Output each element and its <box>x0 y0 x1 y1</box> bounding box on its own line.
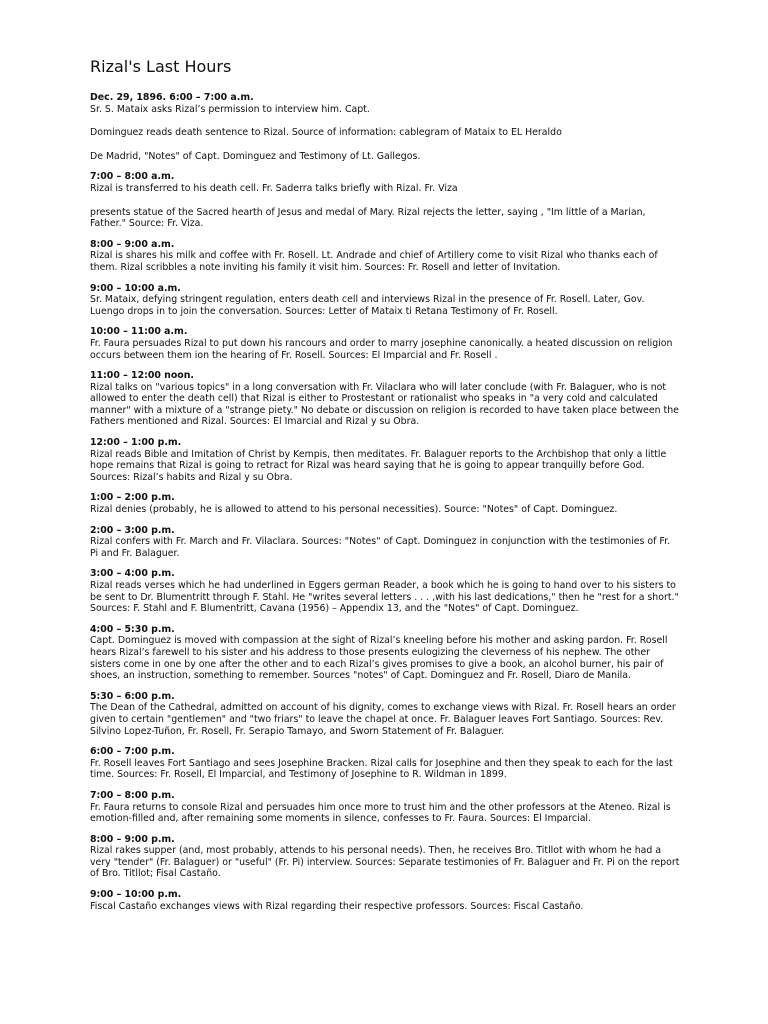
timeline-entry <box>90 326 680 361</box>
timeline-entry <box>90 437 680 483</box>
entry-paragraph: Sr. S. Mataix asks Rizal’s permission to interview him. Capt. <box>90 103 370 115</box>
timeline-entry <box>90 283 680 318</box>
entry-paragraph: Fiscal Castaño exchanges views with Rizal regarding their respective professors. Sources: Fiscal Castaño. <box>90 900 584 912</box>
timeline-entry <box>90 370 680 428</box>
entry-time-heading: 9:00 – 10:00 p.m. <box>90 889 182 901</box>
entry-paragraph: Sr. Mataix, defying stringent regulation, enters death cell and interviews Rizal in the presence of Fr. Rosell. Later, Gov. Luengo drops in to join the conversation. Sources: Letter of Mataix ti Retana Testimony of Fr. Rosell. <box>90 294 645 317</box>
entry-paragraph: Rizal confers with Fr. March and Fr. Vilaclara. Sources: "Notes" of Capt. Dominguez in conjunction with the testimonies of Fr. Pi and Fr. Balaguer. <box>90 536 671 559</box>
timeline-entry <box>90 889 680 912</box>
entry-paragraph: Rizal is transferred to his death cell. Fr. Saderra talks briefly with Rizal. Fr. Viza <box>90 182 458 194</box>
entry-paragraph: presents statue of the Sacred hearth of Jesus and medal of Mary. Rizal rejects the letter, saying , "Im little of a Marian, Father." Source: Fr. Viza. <box>90 206 646 230</box>
document-title: Rizal's Last Hours <box>90 57 232 76</box>
entry-paragraph: Fr. Faura returns to console Rizal and persuades him once more to trust him and the other professors at the Ateneo. Rizal is emotion-filled and, after remaining some moments in silence, confesses to Fr. Faura. Sources: El Imparcial. <box>90 801 671 825</box>
timeline-entry <box>90 492 680 515</box>
entry-time-heading: 8:00 – 9:00 a.m. <box>90 238 175 250</box>
entry-time-heading: 4:00 – 5:30 p.m. <box>90 623 175 635</box>
entry-time-heading: 12:00 – 1:00 p.m. <box>90 437 182 449</box>
entry-time-heading: 8:00 – 9:00 p.m. <box>90 833 175 845</box>
entry-time-heading: 9:00 – 10:00 a.m. <box>90 282 181 294</box>
entry-paragraph: Capt. Dominguez is moved with compassion at the sight of Rizal’s kneeling before his mother and asking pardon. Fr. Rosell hears Rizal’s farewell to his sister and his address to those presents eulogizing the cleverness of his nephew. The other sisters come in one by one after the other and to each Rizal’s gives promises to give a book, an alcohol burner, his pair of shoes, an instruction, something to remember. Sources "notes" of Capt. Dominguez and Fr. Rosell, Diaro de Manila. <box>90 635 668 682</box>
timeline-entry <box>90 624 680 682</box>
document-page <box>90 56 680 921</box>
entry-paragraph: Rizal is shares his milk and coffee with Fr. Rosell. Lt. Andrade and chief of Artillery come to visit Rizal who thanks each of them. Rizal scribbles a note inviting his family it visit him. Sources: Fr. Rosell and letter of Invitation. <box>90 250 658 273</box>
timeline-entry <box>90 92 680 162</box>
timeline-entry <box>90 746 680 781</box>
entry-time-heading: 11:00 – 12:00 noon. <box>90 370 194 382</box>
entry-paragraph: Rizal rakes supper (and, most probably, attends to his personal needs). Then, he receives Bro. Titllot with whom he had a very "tender" (Fr. Balaguer) or "useful" (Fr. Pi) interview. Sources: Separate testimonies of Fr. Balaguer and Fr. Pi on the report of Bro. Titllot; Fisal Castaño. <box>90 845 680 880</box>
entry-time-heading: 2:00 – 3:00 p.m. <box>90 524 175 536</box>
timeline-entry <box>90 790 680 825</box>
entry-paragraph: Dominguez reads death sentence to Rizal. Source of information: cablegram of Mataix to EL Heraldo <box>90 127 562 139</box>
entry-time-heading: 1:00 – 2:00 p.m. <box>90 492 175 504</box>
entry-paragraph: Fr. Faura persuades Rizal to put down his rancours and order to marry josephine canonically. a heated discussion on religion occurs between them ion the hearing of Fr. Rosell. Sources: El Imparcial and Fr. Rosell . <box>90 337 673 361</box>
timeline-entry <box>90 691 680 737</box>
timeline-entry <box>90 525 680 560</box>
timeline-entries <box>90 92 680 912</box>
entry-time-heading: 7:00 – 8:00 p.m. <box>90 789 175 801</box>
entry-time-heading: 10:00 – 11:00 a.m. <box>90 326 188 338</box>
entry-paragraph: De Madrid, "Notes" of Capt. Dominguez and Testimony of Lt. Gallegos. <box>90 150 421 162</box>
timeline-entry <box>90 834 680 880</box>
entry-paragraph: Rizal denies (probably, he is allowed to attend to his personal necessities). Source: "Notes" of Capt. Dominguez. <box>90 504 618 516</box>
timeline-entry <box>90 239 680 274</box>
entry-time-heading: 3:00 – 4:00 p.m. <box>90 568 175 580</box>
timeline-entry <box>90 171 680 229</box>
entry-paragraph: Rizal reads Bible and Imitation of Christ by Kempis, then meditates. Fr. Balaguer reports to the Archbishop that only a little hope remains that Rizal is going to retract for Rizal was heard saying that he is going to appear tranquilly before God. Sources: Rizal’s habits and Rizal y su Obra. <box>90 448 667 483</box>
entry-time-heading: 6:00 – 7:00 p.m. <box>90 746 175 758</box>
timeline-entry <box>90 568 680 614</box>
entry-paragraph: The Dean of the Cathedral, admitted on account of his dignity, comes to exchange views with Rizal. Fr. Rosell hears an order given to certain "gentlemen" and "two friars" to leave the chapel at once. Fr. Balaguer leaves Fort Santiago. Sources: Rev. Silvino Lopez-Tuñon, Fr. Rosell, Fr. Serapio Tamayo, and Sworn Statement of Fr. Balaguer. <box>90 702 676 737</box>
entry-time-heading: 5:30 – 6:00 p.m. <box>90 690 175 702</box>
entry-paragraph: Fr. Rosell leaves Fort Santiago and sees Josephine Bracken. Rizal calls for Josephine and then they speak to each for the last time. Sources: Fr. Rosell, El Imparcial, and Testimony of Josephine to R. Wildman in 1899. <box>90 757 673 781</box>
entry-paragraph: Rizal talks on "various topics" in a long conversation with Fr. Vilaclara who will later conclude (with Fr. Balaguer, who is not allowed to enter the death cell) that Rizal is either to Prostestant or rationalist who speaks in "a very cold and calculated manner" with a mixture of a "strange piety." No debate or discussion on religion is recorded to have taken place between the Fathers mentioned and Rizal. Sources: El Imarcial and Rizal y su Obra. <box>90 381 679 428</box>
entry-time-heading: 7:00 – 8:00 a.m. <box>90 171 175 183</box>
entry-paragraph: Rizal reads verses which he had underlined in Eggers german Reader, a book which he is going to hand over to his sisters to be sent to Dr. Blumentritt through F. Stahl. He "writes several letters . . . ,with his last dedications," then he "rest for a short." Sources: F. Stahl and F. Blumentritt, Cavana (1956) – Appendix 13, and the "Notes" of Capt. Dominguez. <box>90 580 679 615</box>
entry-time-heading: Dec. 29, 1896. 6:00 – 7:00 a.m. <box>90 92 254 103</box>
